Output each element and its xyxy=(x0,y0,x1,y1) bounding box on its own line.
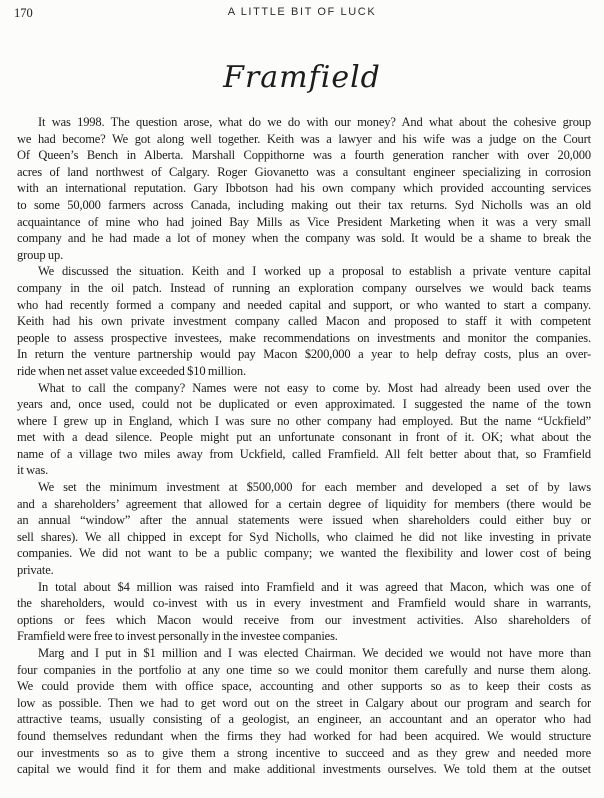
text-line: company and he had made a lot of money when the company was sold. It would be a shame to break the xyxy=(17,231,591,246)
paragraph xyxy=(17,479,591,579)
text-line: met with a dead silence. People might put an unfortunate consonant in front of it. OK; what about the xyxy=(17,430,591,445)
text-line: people to assess prospective investees, make recommendations on investments and monitor the companies. xyxy=(17,330,591,345)
chapter-title: Framfield xyxy=(223,60,381,95)
text-line: In total about $4 million was raised into Framfield and it was agreed that Macon, which was one of xyxy=(38,579,591,594)
text-line: where I grew up in England, which I was sure no other company had employed. But the name “Uckfield” xyxy=(17,413,591,428)
text-line: who had recently formed a company and needed capital and support, or who wanted to start a company. xyxy=(17,297,591,312)
paragraph xyxy=(17,645,591,778)
text-line: it was. xyxy=(17,463,49,478)
text-line: group up. xyxy=(17,247,64,262)
text-line: It was 1998. The question arose, what do we do with our money? And what about the cohesive group xyxy=(38,115,591,129)
paragraph xyxy=(17,263,591,379)
body-text xyxy=(17,114,591,778)
text-line: companies. We did not want to be a public company; we wanted the flexibility and lower cost of being xyxy=(17,546,591,561)
text-line: Framfield were free to invest personally in the investee companies. xyxy=(17,629,338,644)
text-line: We set the minimum investment at $500,000 for each member and developed a set of by laws xyxy=(38,480,591,495)
text-line: capital we would find it for them and make additional investments ourselves. We told them at the outset xyxy=(17,762,591,777)
text-line: years and, once used, could not be duplicated or even approximated. I suggested the name of the town xyxy=(17,397,591,412)
text-line: with an international reputation. Gary Ibbotson had his own company which provided accounting services xyxy=(17,181,591,196)
text-line: found themselves redundant when the firms they had worked for had been acquired. We would structure xyxy=(17,728,591,743)
text-line: In return the venture partnership would pay Macon $200,000 a year to help defray costs, plus an over- xyxy=(17,347,591,362)
text-line: and a shareholders’ agreement that allowed for a certain degree of liquidity for members (there would be xyxy=(17,496,591,511)
text-line: Marg and I put in $1 million and I was elected Chairman. We decided we would not have more than xyxy=(38,646,591,660)
text-line: What to call the company? Names were not easy to come by. Most had already been used over the xyxy=(38,380,591,395)
page-number: 170 xyxy=(14,6,33,20)
text-line: acquaintance of mine who had joined Bay Mills as Vice President Marketing when it was a very small xyxy=(17,214,591,229)
text-line: an annual “window” after the annual statements were issued when shareholders could either buy or xyxy=(17,513,591,528)
text-line: company in the oil patch. Instead of running an exploration company ourselves we would back teams xyxy=(17,280,591,295)
text-line: to some 50,000 farmers across Canada, including making out their tax returns. Syd Nicholls was an old xyxy=(17,197,591,212)
text-line: We could provide them with office space, accounting and other supports so as to keep their costs as xyxy=(17,679,591,694)
paragraph xyxy=(17,380,591,480)
paragraph xyxy=(17,579,591,645)
text-line: options or fees which Macon would receive from our investment activities. Also shareholders of xyxy=(17,612,591,627)
text-line: ride when net asset value exceeded $10 million. xyxy=(17,363,246,378)
paragraph xyxy=(17,114,591,263)
text-line: sell shares). We all chipped in except for Syd Nicholls, who claimed he did not like investing in private xyxy=(17,529,591,544)
running-header: A LITTLE BIT OF LUCK xyxy=(227,6,377,18)
text-line: attractive teams, usually consisting of a geologist, an engineer, an accountant and an operator who had xyxy=(17,712,591,727)
text-line: Keith had his own private investment company called Macon and proposed to staff it with competent xyxy=(17,314,591,329)
text-line: private. xyxy=(17,563,54,578)
text-line: name of a village two miles away from Uckfield, called Framfield. All felt better about that, so Framfield xyxy=(17,446,591,461)
text-line: Of Queen’s Bench in Alberta. Marshall Coppithorne was a fourth generation rancher with over 20,000 xyxy=(17,148,591,163)
text-line: our investments so as to give them a strong incentive to succeed and as they grew and needed more xyxy=(17,745,591,760)
text-line: the shareholders, would co-invest with us in every investment and Framfield would share in warrants, xyxy=(17,596,591,611)
text-line: We discussed the situation. Keith and I worked up a proposal to establish a private venture capital xyxy=(38,264,591,279)
text-line: acres of land northwest of Calgary. Roger Giovanetto was a consultant engineer specializing in corrosion xyxy=(17,164,591,179)
text-line: low as possible. Then we had to get word out on the street in Calgary about our program and search for xyxy=(17,695,591,710)
text-line: four companies in the portfolio at any one time so we could monitor them carefully and nurse them along. xyxy=(17,662,591,677)
text-line: we had become? We got along well together. Keith was a lawyer and his wife was a judge on the Court xyxy=(17,131,591,146)
